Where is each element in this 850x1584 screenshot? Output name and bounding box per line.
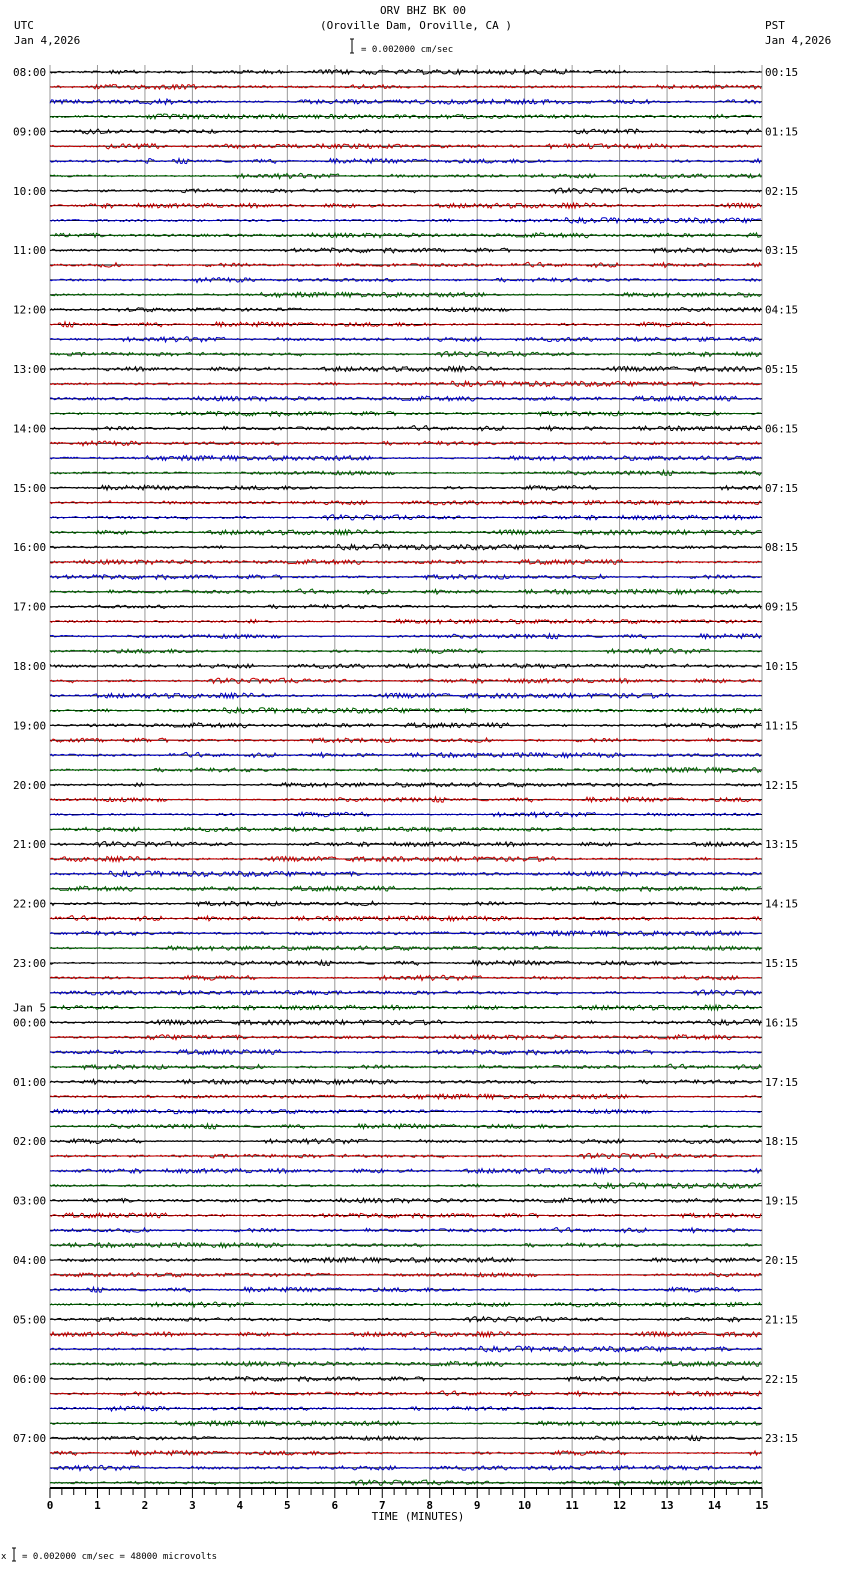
footer-scale-bar-icon	[12, 1548, 16, 1561]
trace-row-23	[50, 411, 761, 416]
pst-time-label: 16:15	[765, 1016, 799, 1030]
pst-time-label: 20:15	[765, 1254, 799, 1267]
utc-hour-label: 21:00	[13, 838, 47, 852]
utc-hour-label: 03:00	[13, 1194, 47, 1208]
trace-row-72	[50, 1139, 761, 1144]
pst-time-label: 22:15	[765, 1372, 799, 1386]
x-tick-label: 11	[565, 1499, 579, 1512]
utc-hour-label: 12:00	[13, 303, 47, 317]
utc-hour-label: 13:00	[13, 363, 47, 376]
trace-row-14	[50, 278, 761, 283]
trace-row-94	[50, 1465, 761, 1470]
left-date: Jan 4,2026	[14, 34, 81, 47]
utc-hour-label: 10:00	[13, 184, 47, 198]
utc-hour-label: 00:00	[13, 1016, 47, 1030]
pst-time-label: 09:15	[765, 600, 799, 614]
x-tick-label: 12	[612, 1499, 627, 1512]
x-axis-label: TIME (MINUTES)	[371, 1510, 465, 1523]
utc-hour-label: 23:00	[13, 957, 47, 970]
trace-row-70	[50, 1109, 761, 1113]
pst-time-label: 11:15	[765, 719, 799, 733]
pst-time-label: 18:15	[765, 1135, 799, 1149]
x-tick-label: 7	[378, 1499, 386, 1512]
pst-time-label: 04:15	[765, 303, 799, 317]
pst-time-label: 12:15	[765, 778, 799, 792]
trace-row-29	[50, 501, 761, 505]
pst-time-label: 19:15	[765, 1194, 799, 1208]
pst-time-label: 06:15	[765, 422, 799, 436]
trace-row-27	[50, 470, 761, 475]
utc-hour-label: 19:00	[13, 719, 47, 733]
x-tick-label: 14	[707, 1499, 722, 1512]
utc-hour-label: 08:00	[13, 66, 47, 79]
x-tick-label: 10	[518, 1499, 532, 1512]
utc-hour-label: 04:00	[13, 1254, 47, 1267]
chart-title: ORV BHZ BK 00	[379, 4, 467, 17]
trace-row-74	[50, 1168, 761, 1173]
date-change-label: Jan 5	[13, 1001, 47, 1015]
trace-row-45	[50, 738, 761, 743]
utc-hour-label: 20:00	[13, 778, 47, 792]
pst-time-label: 21:15	[765, 1313, 799, 1327]
pst-time-label: 13:15	[765, 838, 799, 852]
x-tick-label: 15	[755, 1499, 769, 1512]
pst-time-label: 08:15	[765, 541, 799, 555]
trace-row-28	[50, 485, 761, 490]
utc-hour-label: 14:00	[13, 422, 47, 436]
utc-hour-label: 06:00	[13, 1372, 47, 1386]
seismic-traces	[50, 69, 762, 1485]
pst-time-label: 17:15	[765, 1075, 799, 1089]
trace-row-93	[50, 1451, 761, 1456]
x-tick-label: 5	[284, 1499, 291, 1512]
utc-hour-label: 22:00	[13, 897, 47, 911]
utc-hour-label: 11:00	[13, 244, 47, 258]
utc-hour-label: 02:00	[13, 1135, 47, 1149]
x-tick-label: 9	[473, 1499, 481, 1512]
utc-hour-label: 07:00	[13, 1432, 47, 1446]
pst-time-label: 00:15	[765, 66, 799, 79]
x-tick-label: 0	[46, 1499, 54, 1512]
right-date: Jan 4,2026	[765, 34, 832, 47]
pst-time-label: 02:15	[765, 184, 799, 198]
trace-row-53	[50, 857, 761, 862]
x-axis	[47, 1488, 769, 1512]
pst-time-label: 14:15	[765, 897, 799, 911]
trace-row-1	[50, 84, 761, 89]
pst-time-label: 23:15	[765, 1432, 799, 1446]
trace-row-58	[50, 931, 761, 936]
x-tick-label: 6	[331, 1499, 339, 1512]
trace-row-87	[50, 1361, 761, 1366]
chart-subtitle: (Oroville Dam, Oroville, CA )	[319, 19, 513, 32]
utc-hour-label: 09:00	[13, 125, 47, 139]
left-timezone: UTC	[14, 19, 34, 32]
pst-time-label: 10:15	[765, 660, 799, 673]
utc-hour-label: 16:00	[13, 541, 47, 555]
scale-text: = 0.002000 cm/sec	[361, 45, 454, 55]
footer-scale-text: = 0.002000 cm/sec = 48000 microvolts	[22, 1552, 218, 1562]
utc-hour-label: 15:00	[13, 481, 47, 495]
x-tick-label: 4	[236, 1499, 244, 1512]
footer-marker: x	[1, 1552, 7, 1562]
pst-time-label: 03:15	[765, 244, 799, 258]
utc-hour-label: 01:00	[13, 1075, 47, 1089]
x-tick-label: 1	[94, 1499, 101, 1512]
utc-hour-label: 05:00	[13, 1313, 47, 1327]
scale-bar-icon	[350, 39, 354, 53]
x-tick-label: 13	[660, 1499, 674, 1512]
x-tick-label: 2	[141, 1499, 149, 1512]
x-tick-label: 8	[426, 1499, 434, 1512]
utc-hour-label: 17:00	[13, 600, 47, 614]
right-timezone: PST	[765, 19, 785, 32]
trace-row-55	[50, 886, 761, 891]
trace-row-51	[50, 827, 761, 831]
pst-time-label: 07:15	[765, 481, 799, 495]
trace-row-76	[50, 1198, 761, 1203]
x-tick-label: 3	[189, 1499, 196, 1512]
pst-time-label: 01:15	[765, 125, 799, 139]
pst-time-label: 05:15	[765, 363, 799, 376]
pst-time-label: 15:15	[765, 957, 799, 970]
utc-hour-label: 18:00	[13, 660, 47, 673]
trace-row-26	[50, 456, 761, 461]
